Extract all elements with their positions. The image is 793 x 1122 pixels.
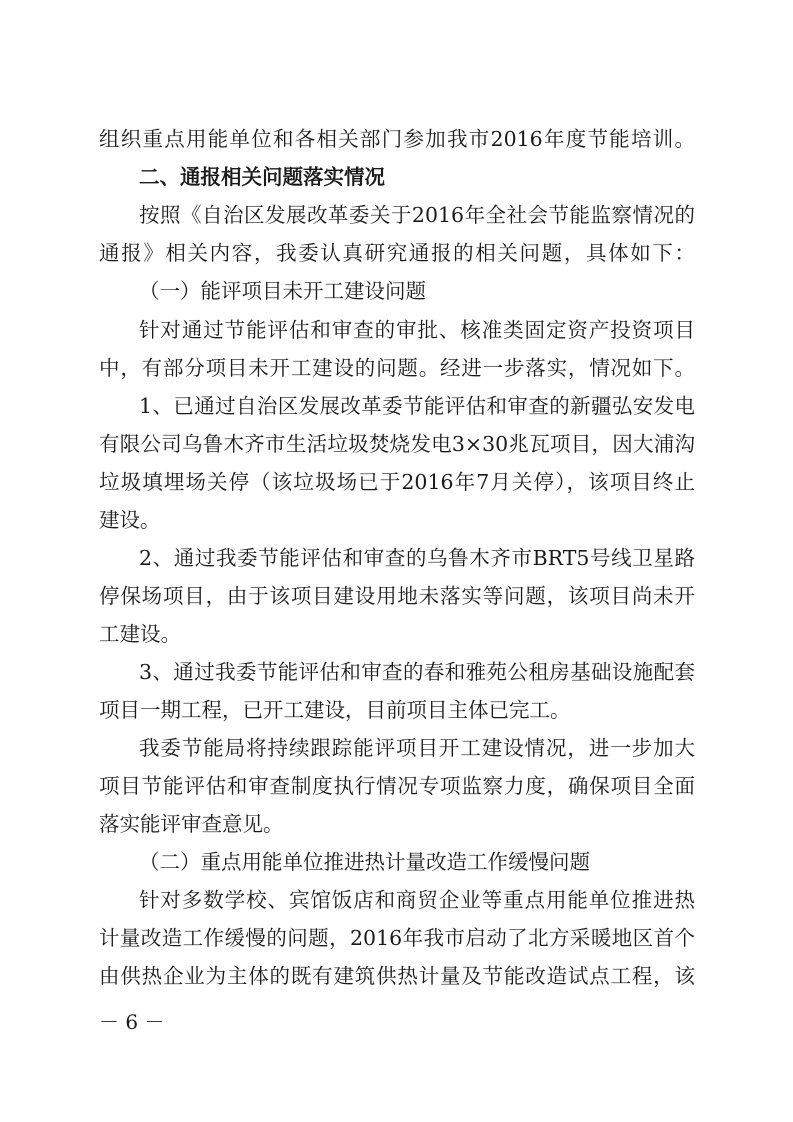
text-line: 1、已通过自治区发展改革委节能评估和审查的新疆弘安发电 — [139, 394, 695, 418]
text-line: 中，有部分项目未开工建设的问题。经进一步落实，情况如下。 — [99, 356, 695, 380]
subsection-heading: （二）重点用能单位推进热计量改造工作缓慢问题 — [139, 850, 590, 874]
text-line: 项目一期工程，已开工建设，目前项目主体已完工。 — [99, 698, 571, 722]
text-line: 针对通过节能评估和审查的审批、核准类固定资产投资项目 — [139, 318, 695, 342]
text-line: 通报》相关内容，我委认真研究通报的相关问题，具体如下： — [99, 241, 695, 265]
text-line: 有限公司乌鲁木齐市生活垃圾焚烧发电3×30兆瓦项目，因大浦沟 — [99, 432, 695, 456]
text-line: 项目节能评估和审查制度执行情况专项监察力度，确保项目全面 — [99, 774, 695, 798]
text-line: 建设。 — [99, 508, 161, 532]
text-line: 计量改造工作缓慢的问题，2016年我市启动了北方采暖地区首个 — [99, 926, 695, 950]
text-line: 我委节能局将持续跟踪能评项目开工建设情况，进一步加大 — [139, 736, 695, 760]
text-line: 针对多数学校、宾馆饭店和商贸企业等重点用能单位推进热 — [139, 888, 695, 912]
text-line: 按照《自治区发展改革委关于2016年全社会节能监察情况的 — [139, 203, 695, 227]
text-line: 落实能评审查意见。 — [99, 812, 284, 836]
text-line: 组织重点用能单位和各相关部门参加我市2016年度节能培训。 — [99, 127, 695, 151]
text-line: 工建设。 — [99, 622, 181, 646]
text-line: 垃圾填埋场关停（该垃圾场已于2016年7月关停），该项目终止 — [99, 470, 695, 494]
text-line: 停保场项目，由于该项目建设用地未落实等问题，该项目尚未开 — [99, 584, 695, 608]
text-line: 由供热企业为主体的既有建筑供热计量及节能改造试点工程，该 — [99, 964, 695, 988]
page-number: － 6 － — [99, 1010, 165, 1034]
subsection-heading: （一）能评项目未开工建设问题 — [139, 279, 426, 303]
section-heading: 二、通报相关问题落实情况 — [139, 165, 385, 189]
text-line: 3、通过我委节能评估和审查的春和雅苑公租房基础设施配套 — [139, 660, 695, 684]
text-line: 2、通过我委节能评估和审查的乌鲁木齐市BRT5号线卫星路 — [139, 546, 695, 570]
